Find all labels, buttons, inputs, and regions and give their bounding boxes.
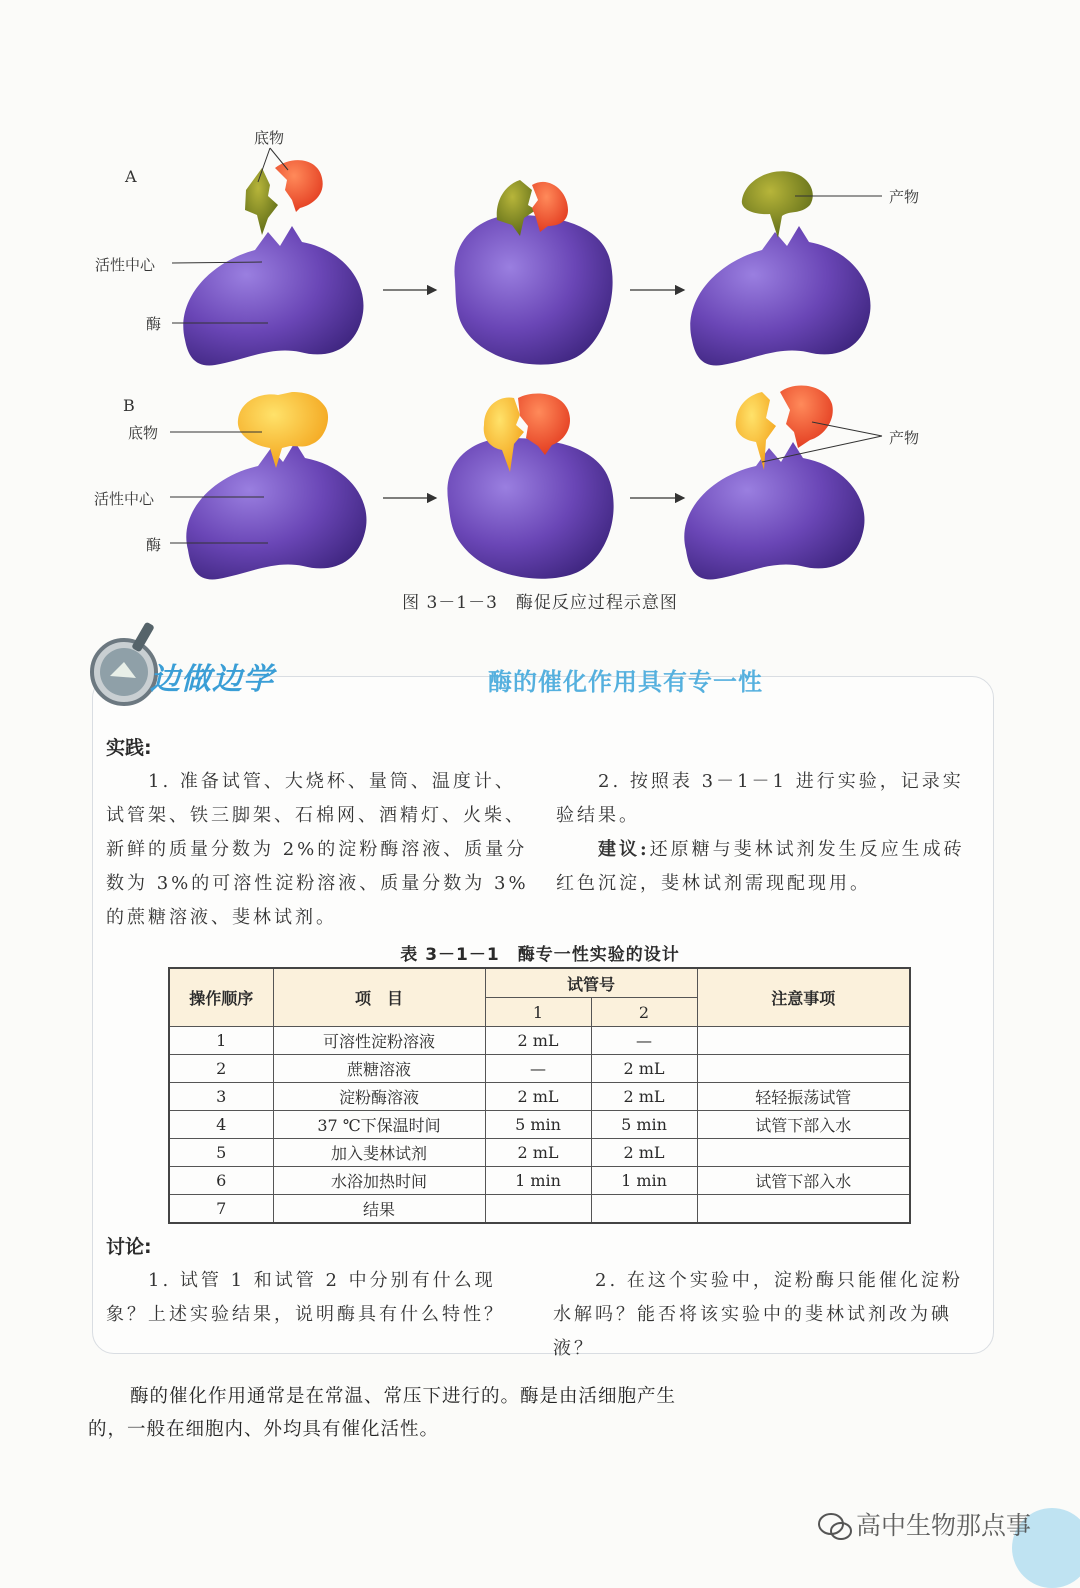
cell-order: 4 — [169, 1111, 273, 1139]
figure-label-b: B — [123, 396, 135, 415]
label-active-site-a: 活性中心 — [95, 256, 156, 274]
cell-order: 2 — [169, 1055, 273, 1083]
table-title: 表 3－1－1 酶专一性实验的设计 — [400, 945, 680, 965]
substrate-red-a1 — [275, 160, 323, 212]
discussion-heading: 讨论: — [106, 1236, 152, 1258]
header-tube: 试管号 — [485, 968, 697, 998]
cell-item: 结果 — [273, 1195, 485, 1224]
cell-item: 37 ℃下保温时间 — [273, 1111, 485, 1139]
watermark-text: 高中生物那点事 — [856, 1511, 1032, 1540]
enzyme-a3 — [690, 226, 870, 365]
cell-note: 轻轻振荡试管 — [697, 1083, 910, 1111]
product-a3 — [742, 171, 813, 238]
cell-item: 可溶性淀粉溶液 — [273, 1027, 485, 1055]
enzyme-diagram — [0, 0, 1080, 620]
cell-tube-1: 5 min — [485, 1111, 591, 1139]
practice-step-1: 1. 准备试管、大烧杯、量筒、温度计、试管架、铁三脚架、石棉网、酒精灯、火柴、新鲜的质量分数为 2%的淀粉酶溶液、质量分数为 3%的可溶性淀粉溶液、质量分数为 3%的蔗糖溶液、斐林试剂。 — [106, 771, 529, 928]
table-row — [169, 1027, 910, 1055]
enzyme-b3 — [684, 442, 864, 579]
cell-note: 试管下部入水 — [697, 1111, 910, 1139]
cell-tube-2: 1 min — [591, 1167, 697, 1195]
header-tube-1: 1 — [485, 998, 591, 1027]
cell-item: 淀粉酶溶液 — [273, 1083, 485, 1111]
label-product-b: 产物 — [889, 429, 920, 447]
enzyme-a2 — [454, 215, 612, 365]
section-title: 边做边学 — [150, 662, 274, 697]
header-notes: 注意事项 — [697, 968, 910, 1027]
substrate-green-a1 — [245, 168, 278, 235]
suggestion — [556, 833, 982, 901]
cell-tube-2: 2 mL — [591, 1055, 697, 1083]
cell-tube-1: 1 min — [485, 1167, 591, 1195]
section-subtitle: 酶的催化作用具有专一性 — [488, 668, 763, 696]
suggestion-heading: 建议: — [598, 839, 650, 860]
cell-note: 试管下部入水 — [697, 1167, 910, 1195]
experiment-design-table — [168, 967, 911, 1224]
header-tube-2: 2 — [591, 998, 697, 1027]
cell-item: 加入斐林试剂 — [273, 1139, 485, 1167]
cell-order: 7 — [169, 1195, 273, 1224]
cell-note — [697, 1027, 910, 1055]
header-order: 操作顺序 — [169, 968, 273, 1027]
table-row — [169, 1195, 910, 1224]
table-row — [169, 1139, 910, 1167]
table-row — [169, 1055, 910, 1083]
cell-tube-1: 2 mL — [485, 1083, 591, 1111]
figure-label-a: A — [125, 167, 137, 186]
label-substrate-b: 底物 — [128, 424, 159, 442]
wechat-icon — [818, 1512, 852, 1542]
discussion-question-2: 2. 在这个实验中，淀粉酶只能催化淀粉水解吗？能否将该实验中的斐林试剂改为碘液？ — [553, 1270, 963, 1359]
header-item: 项 目 — [273, 968, 485, 1027]
table-row — [169, 1111, 910, 1139]
label-enzyme-b: 酶 — [146, 536, 162, 554]
practice-step-2: 2. 按照表 3－1－1 进行实验，记录实验结果。 — [556, 771, 964, 826]
product-red-b3 — [780, 386, 833, 448]
figure-caption: 图 3－1－3 酶促反应过程示意图 — [402, 593, 678, 613]
practice-heading: 实践: — [106, 737, 152, 759]
cell-item: 水浴加热时间 — [273, 1167, 485, 1195]
enzyme-a1 — [183, 226, 363, 365]
cell-order: 3 — [169, 1083, 273, 1111]
cell-item: 蔗糖溶液 — [273, 1055, 485, 1083]
label-active-site-b: 活性中心 — [94, 490, 155, 508]
cell-order: 5 — [169, 1139, 273, 1167]
cell-tube-2: 2 mL — [591, 1083, 697, 1111]
table-row — [169, 1167, 910, 1195]
cell-tube-2: — — [591, 1027, 697, 1055]
cell-tube-1: 2 mL — [485, 1027, 591, 1055]
cell-tube-1: — — [485, 1055, 591, 1083]
enzyme-b2 — [447, 438, 613, 579]
table-row — [169, 1083, 910, 1111]
cell-tube-2 — [591, 1195, 697, 1224]
substrate-yellow-b1 — [238, 392, 328, 468]
cell-order: 1 — [169, 1027, 273, 1055]
cell-note — [697, 1195, 910, 1224]
label-product-a: 产物 — [889, 188, 920, 206]
suggestion-text: 还原糖与斐林试剂发生反应生成砖红色沉淀，斐林试剂需现配现用。 — [556, 839, 965, 894]
enzyme-reaction-figure — [0, 0, 1080, 620]
cell-tube-2: 2 mL — [591, 1139, 697, 1167]
cell-tube-2: 5 min — [591, 1111, 697, 1139]
cell-order: 6 — [169, 1167, 273, 1195]
cell-note — [697, 1055, 910, 1083]
cell-note — [697, 1139, 910, 1167]
discussion-question-1: 1. 试管 1 和试管 2 中分别有什么现象？上述实验结果，说明酶具有什么特性？ — [106, 1270, 505, 1325]
label-substrate-a: 底物 — [254, 129, 285, 147]
label-enzyme-a: 酶 — [146, 315, 162, 333]
cell-tube-1 — [485, 1195, 591, 1224]
cell-tube-1: 2 mL — [485, 1139, 591, 1167]
closing-paragraph: 酶的催化作用通常是在常温、常压下进行的。酶是由活细胞产生的，一般在细胞内、外均具有催化活性。 — [88, 1386, 677, 1440]
